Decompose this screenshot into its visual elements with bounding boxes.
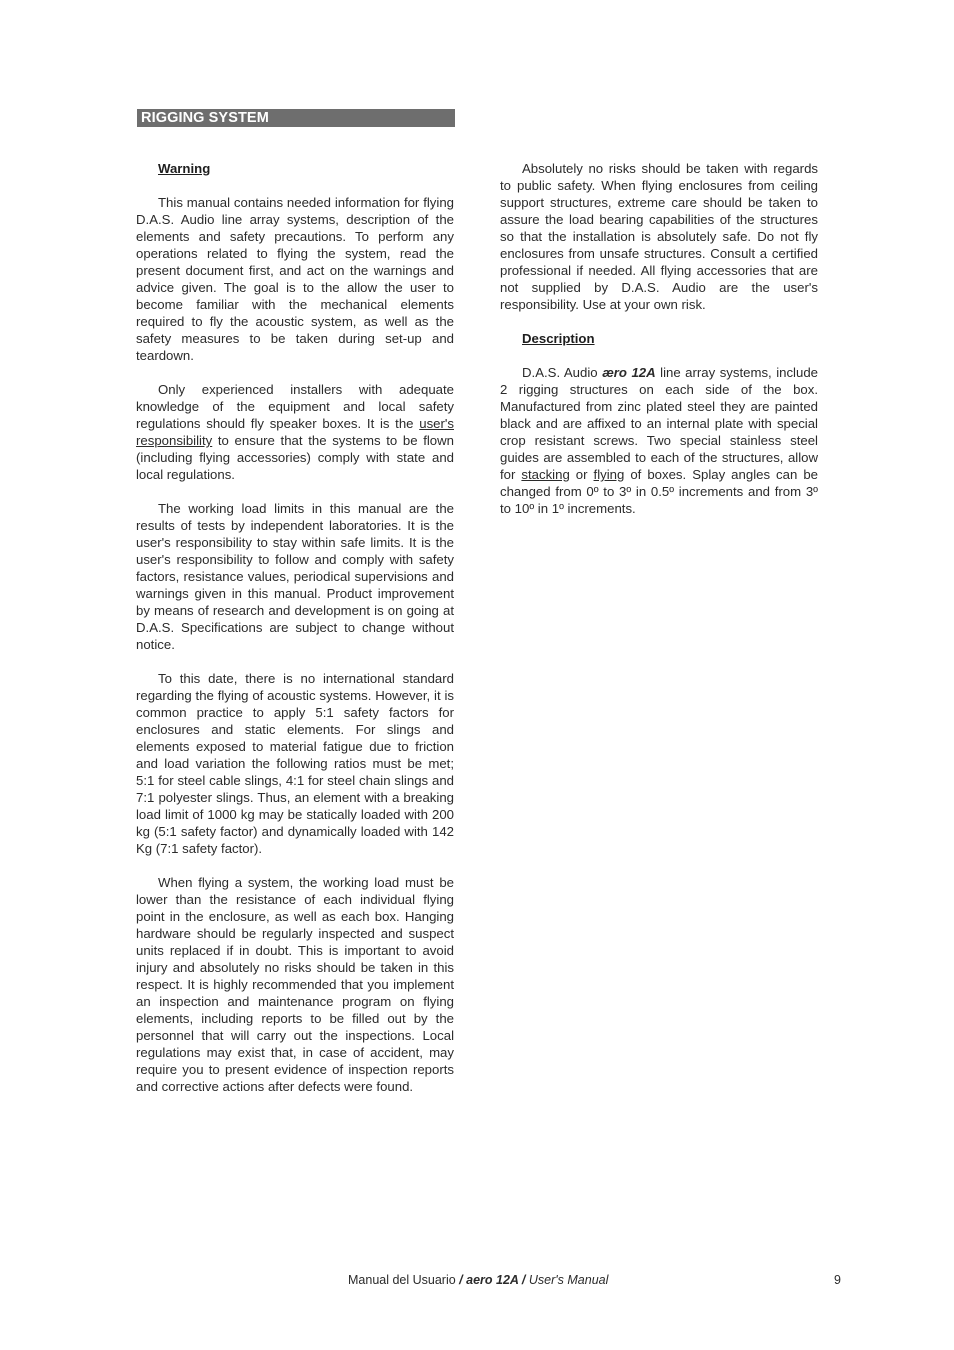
warning-paragraph-1: This manual contains needed information for flying D.A.S. Audio line array systems, description of the elements and safety precautions. To perform any operations related to flying the system, read the present document first, and act on the warnings and advice given. The goal is to the allow the user to become familiar with the mechanical elements required to fly the acoustic system, as well as the safety measures to be taken during set-up and teardown. [136, 195, 454, 363]
product-name: ærо 12A [602, 365, 656, 380]
users-responsibility-underlined: user's responsibility [136, 416, 454, 448]
page-number: 9 [834, 1273, 841, 1287]
flying-underlined: flying [593, 467, 625, 482]
paragraph-text: to ensure that the systems to be flown (including flying accessories) comply with state and local regulations. [136, 433, 454, 482]
footer-manual-text: Manual del Usuario [348, 1273, 460, 1287]
warning-heading: Warning [158, 161, 211, 176]
safety-paragraph: Absolutely no risks should be taken with regards to public safety. When flying enclosures from ceiling support structures, extreme care should be taken to assure the load bearing capabilities of the structures so that the installation is absolutely safe. Do not fly enclosures from unsafe structures. Consult a certified professional if needed. All flying accessories that are not supplied by D.A.S. Audio are the user's responsibility. Use at your own risk. [500, 161, 818, 312]
footer-title [348, 1272, 608, 1288]
warning-paragraph-4: To this date, there is no international standard regarding the flying of acoustic systems. However, it is common practice to apply 5:1 safety factors for enclosures and static elements. For slings and elements exposed to material fatigue due to friction and load variation the following ratios must be met; 5:1 for steel cable slings, 4:1 for steel chain slings and 7:1 polyester slings. Thus, an element with a breaking load limit of 1000 kg may be statically loaded with 200 kg (5:1 safety factor) and dynamically loaded with 142 Kg (7:1 safety factor). [136, 671, 454, 856]
warning-paragraph-3: The working load limits in this manual are the results of tests by independent laboratories. It is the user's responsibility to stay within safe limits. It is the user's responsibility to follow and comply with safety factors, resistance values, periodical supervisions and warnings given in this manual. Product improvement by means of research and development is on going at D.A.S. Specifications are subject to change without notice. [136, 501, 454, 652]
paragraph-text: or [569, 467, 594, 482]
footer-users-manual: User's Manual [525, 1273, 609, 1287]
right-column [500, 160, 818, 534]
warning-paragraph-5: When flying a system, the working load must be lower than the resistance of each individual flying point in the enclosure, as well as each box. Hanging hardware should be regularly inspected and suspect units replaced if in doubt. This is important to avoid injury and absolutely no risks should be taken in this respect. It is highly recommended that you implement an inspection and maintenance program on flying elements, including reports to be filled out by the personnel that will carry out the inspections. Local regulations may exist that, in case of accident, may require you to present evidence of inspection reports and corrective actions after defects were found. [136, 875, 454, 1094]
paragraph-text: of boxes. Splay angles can be changed from 0º to 3º in 0.5º increments and from 3º to 10º in 1º increments. [500, 467, 818, 516]
paragraph-text: D.A.S. Audio [522, 365, 603, 380]
section-title-bar: RIGGING SYSTEM [137, 109, 455, 127]
footer-product: / aero 12A / [459, 1273, 526, 1287]
paragraph-text: line array systems, include 2 rigging structures on each side of the box. Manufactured from zinc plated steel they are painted black and are affixed to an internal plate with special crop resistant screws. Two special stainless steel guides are assembled to each of the structures, allow for [500, 365, 818, 482]
warning-paragraph-2 [136, 381, 454, 483]
description-paragraph [500, 364, 818, 517]
stacking-underlined: stacking [521, 467, 570, 482]
paragraph-text: Only experienced installers with adequate knowledge of the equipment and local safety regulations should fly speaker boxes. It is the [136, 382, 454, 431]
left-column [136, 160, 454, 1112]
description-heading: Description [522, 331, 595, 346]
